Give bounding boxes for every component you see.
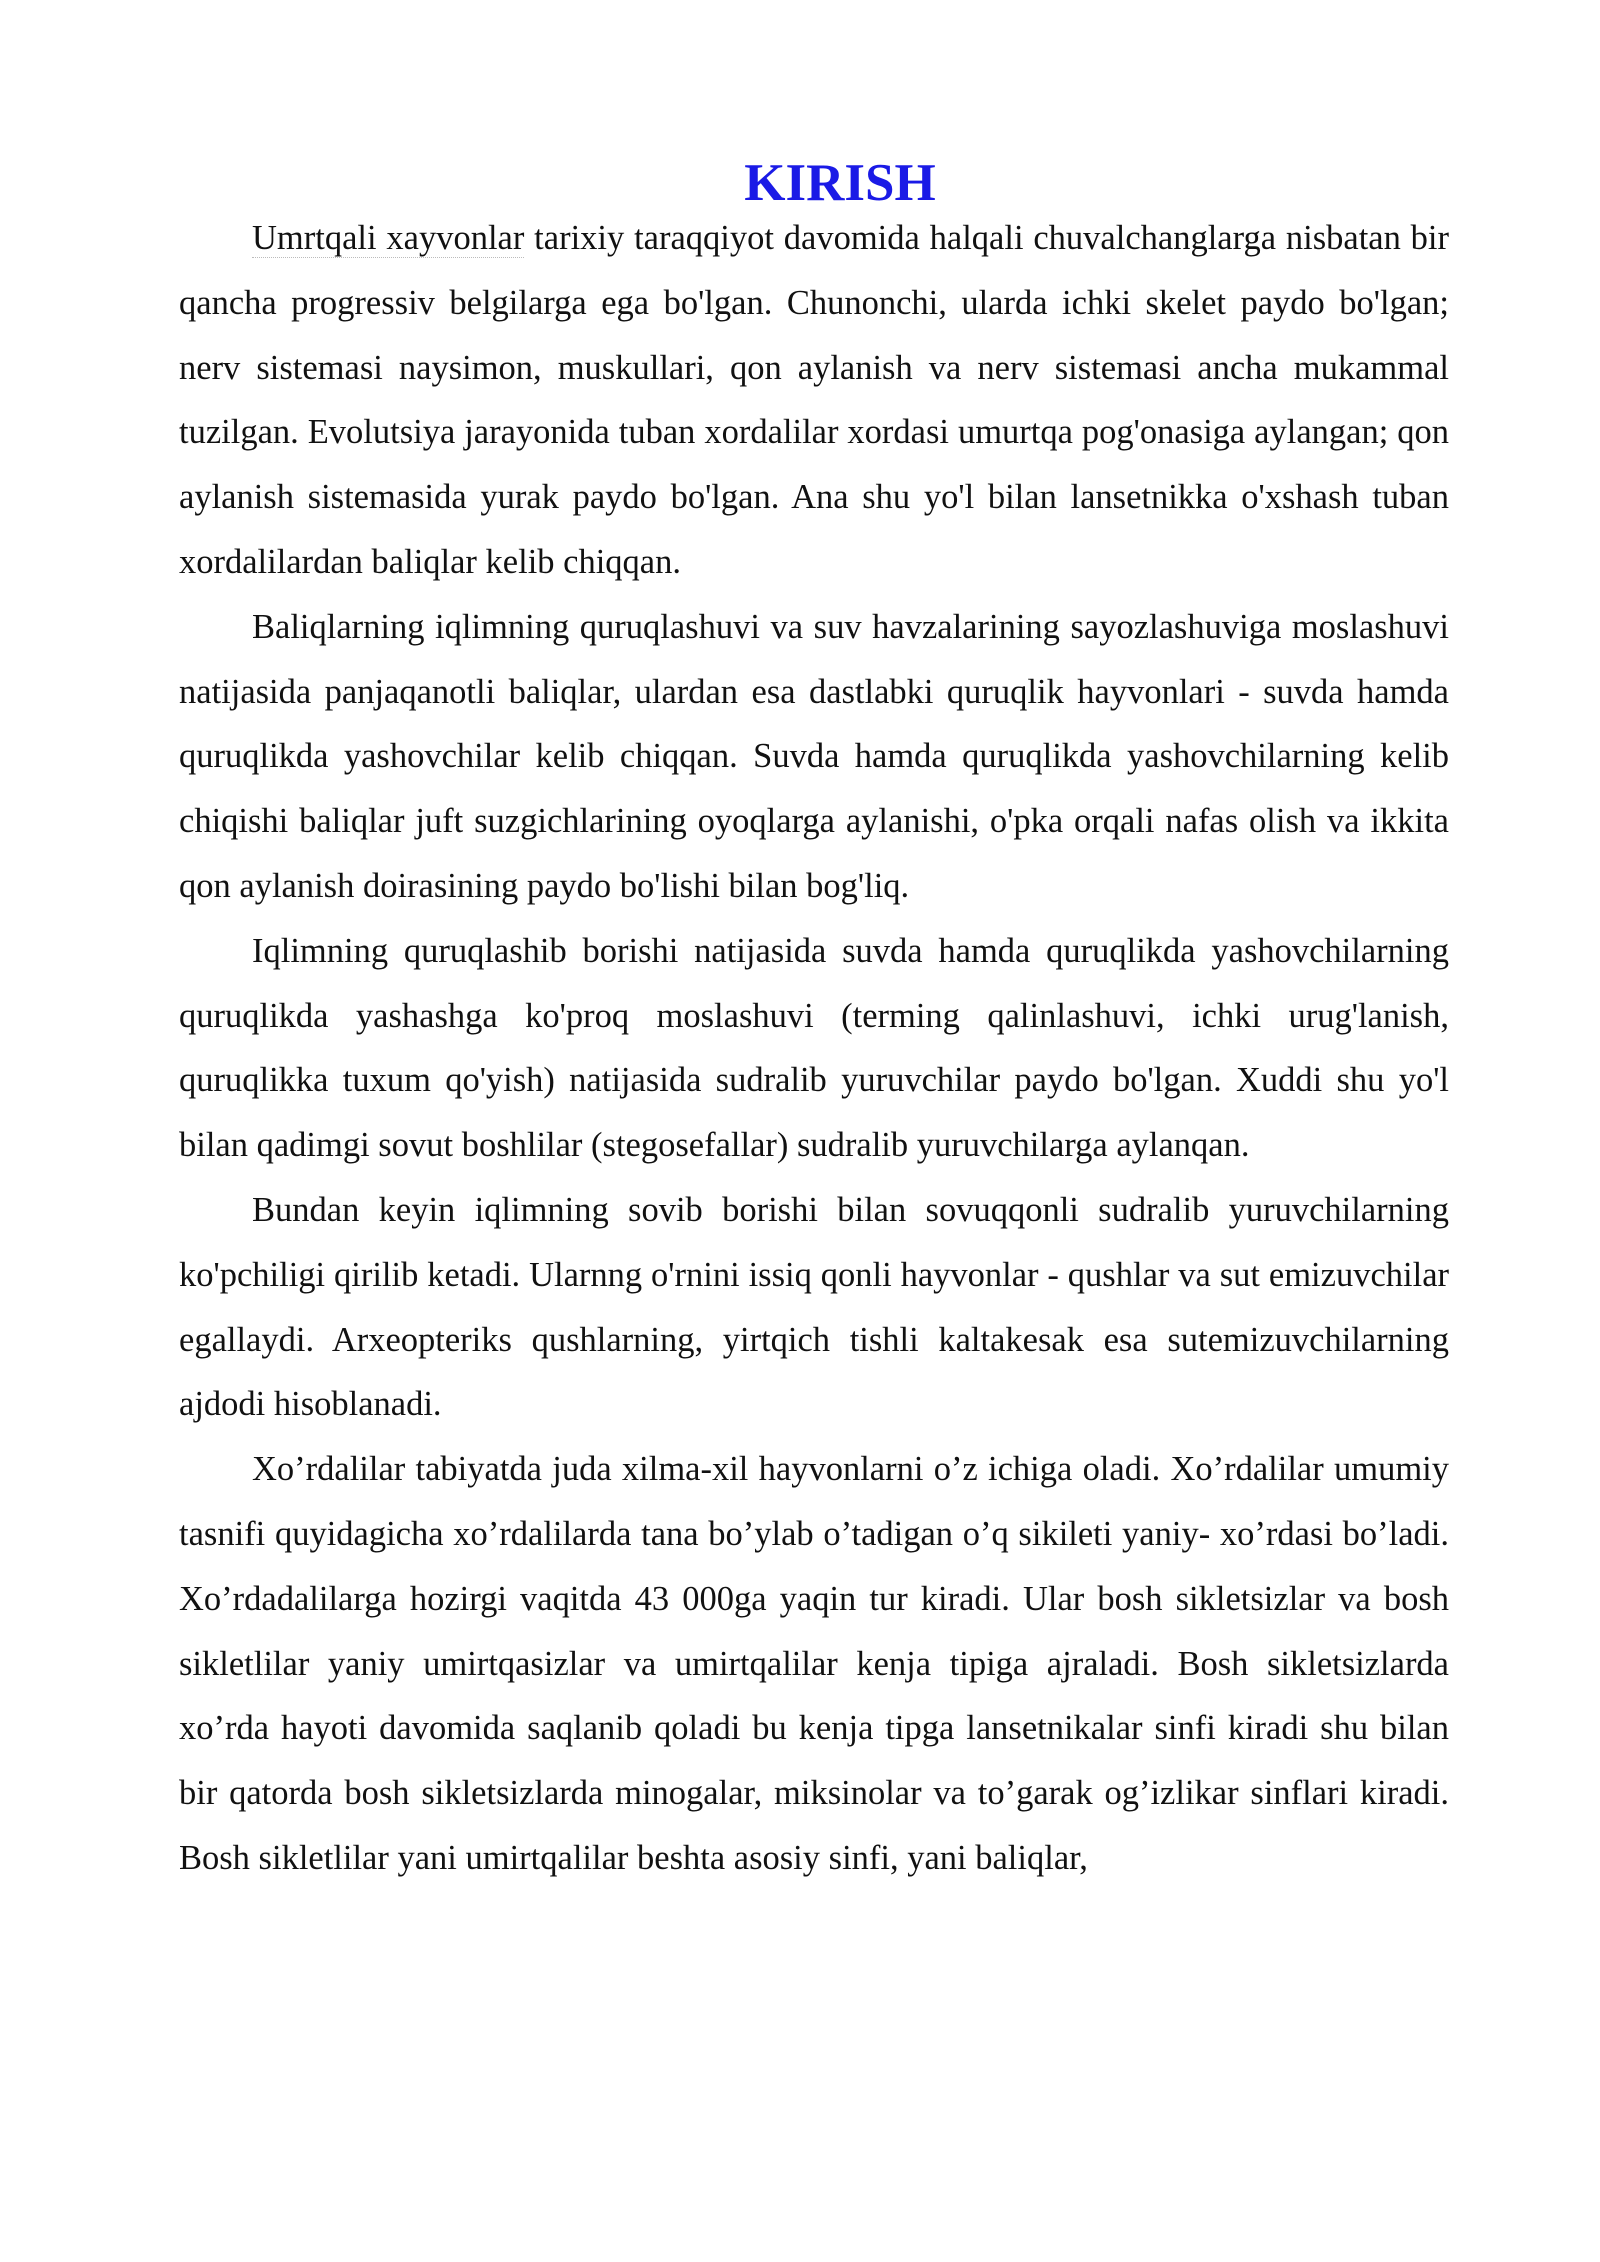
paragraph-3: Iqlimning quruqlashib borishi natijasida suvda hamda quruqlikda yashovchilarning quruqlikda yashashga ko'proq moslashuvi (terming qalinlashuvi, ichki urug'lanish, quruqlikka tuxum qo'yish) natijasida sudralib yuruvchilar paydo bo'lgan. Xuddi shu yo'l bilan qadimgi sovut boshlilar (stegosefallar) sudralib yuruvchilarga aylanqan. bbox=[179, 931, 1449, 1165]
page-title: KIRISH bbox=[744, 154, 936, 212]
paragraph-1-lead: Umrtqali xayvonlar bbox=[252, 219, 525, 257]
paragraph-2: Baliqlarning iqlimning quruqlashuvi va suv havzalarining sayozlashuviga moslashuvi natijasida panjaqanotli baliqlar, ulardan esa dastlabki quruqlik hayvonlari - suvda hamda quruqlikda yashovchilar kelib chiqqan. Suvda hamda quruqlikda yashovchilarning kelib chiqishi baliqlar juft suzgichlarining oyoqlarga aylanishi, o'pka orqali nafas olish va ikkita qon aylanish doirasining paydo bo'lishi bilan bog'liq. bbox=[179, 607, 1449, 905]
paragraph-1-text: tarixiy taraqqiyot davomida halqali chuvalchanglarga nisbatan bir qancha progressiv belgilarga ega bo'lgan. Chunonchi, ularda ichki skelet paydo bo'lgan; nerv sistemasi naysimon, muskullari, qon aylanish va nerv sistemasi ancha mukammal tuzilgan. Evolutsiya jarayonida tuban xordalilar xordasi umurtqa pog'onasiga aylangan; qon aylanish sistemasida yurak paydo bo'lgan. Ana shu yo'l bilan lansetnikka o'xshash tuban xordalilardan baliqlar kelib chiqqan. bbox=[179, 219, 1449, 581]
paragraph-1 bbox=[179, 206, 1449, 595]
document-body bbox=[179, 206, 1449, 1891]
paragraph-4: Bundan keyin iqlimning sovib borishi bilan sovuqqonli sudralib yuruvchilarning ko'pchiligi qirilib ketadi. Ularnng o'rnini issiq qonli hayvonlar - qushlar va sut emizuvchilar egallaydi. Arxeopteriks qushlarning, yirtqich tishli kaltakesak esa sutemizuvchilarning ajdodi hisoblanadi. bbox=[179, 1190, 1449, 1424]
paragraph-5: Xo’rdalilar tabiyatda juda xilma-xil hayvonlarni o’z ichiga oladi. Xo’rdalilar umumiy tasnifi quyidagicha xo’rdalilarda tana bo’ylab o’tadigan o’q sikileti yaniy- xo’rdasi bo’ladi. Xo’rdadalilarga hozirgi vaqitda 43 000ga yaqin tur kiradi. Ular bosh sikletsizlar va bosh sikletlilar yaniy umirtqasizlar va umirtqalilar kenja tipiga ajraladi. Bosh sikletsizlarda xo’rda hayoti davomida saqlanib qoladi bu kenja tipga lansetnikalar sinfi kiradi shu bilan bir qatorda bosh sikletsizlarda minogalar, miksinolar va to’garak og’izlikar sinflari kiradi. Bosh sikletlilar yani umirtqalilar beshta asosiy sinfi, yani baliqlar, bbox=[179, 1450, 1449, 1877]
